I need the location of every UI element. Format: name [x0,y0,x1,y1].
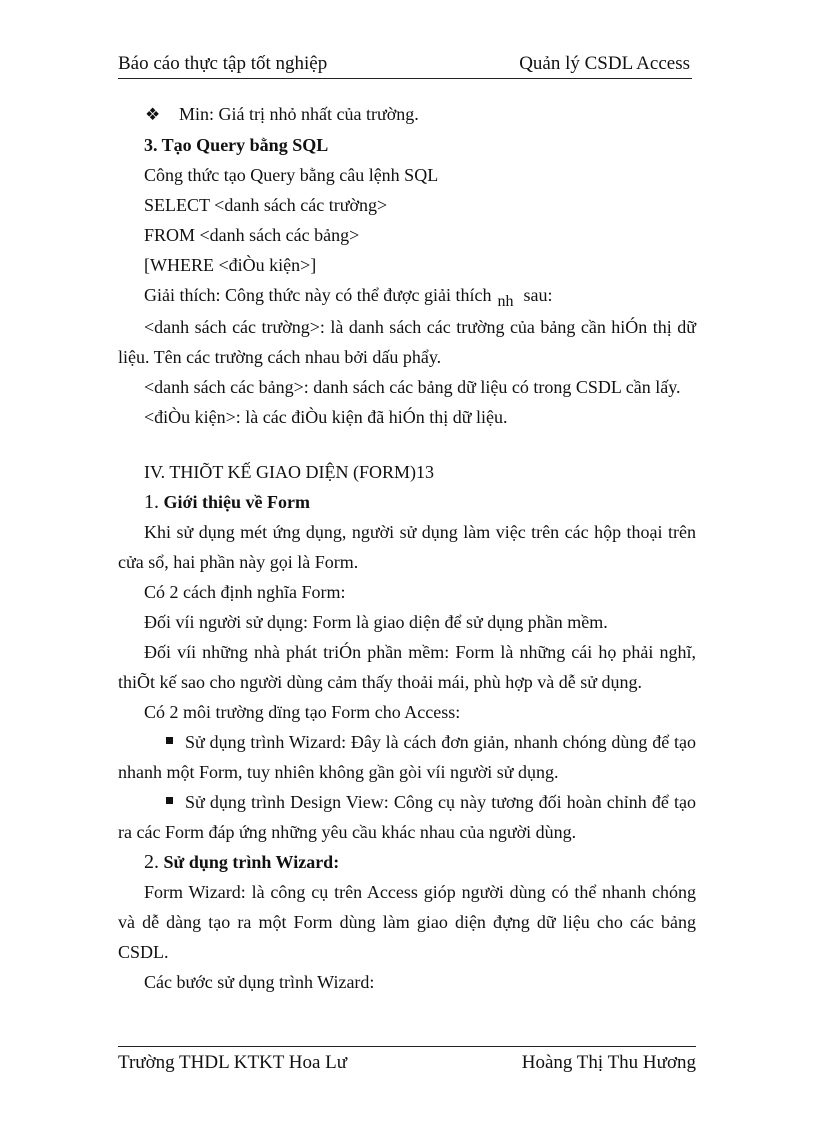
bullet-wizard-text: Sử dụng trình Wizard: Đây là cách đơn giản, nhanh chóng dùng để tạo nhanh một Form, tuy nhiên không gần gòi víi người sử dụng. [118,732,696,782]
paragraph-user-definition: Đối víi người sử dụng: Form là giao diện để sử dụng phần mềm. [144,612,608,632]
paragraph-environments: Có 2 môi trường dïng tạo Form cho Access: [144,702,461,722]
page-footer [118,1046,696,1077]
heading-wizard [118,847,696,877]
footer-author: Hoàng Thị Thu Hương [521,1052,696,1073]
explanation-subscript: nh [497,293,514,310]
fields-description: <danh sách các trường>: là danh sách các trường của bảng cần hiÓn thị dữ liệu. Tên các trường cách nhau bởi dấu phẩy. [118,317,696,367]
page-body [118,99,696,997]
square-bullet-icon [166,797,173,804]
heading-text: Sử dụng trình Wizard: [163,852,340,872]
sql-where-line: [WHERE <điÒu kiện>] [144,255,317,275]
diamond-bullet-icon: ❖ [145,105,161,124]
header-subject: Quản lý CSDL Access [519,53,690,74]
paragraph-two-definitions: Có 2 cách định nghĩa Form: [144,582,346,602]
heading-form-intro [118,487,696,517]
sql-from-line: FROM <danh sách các bảng> [144,225,360,245]
paragraph-form-wizard: Form Wizard: là công cụ trên Access gióp người dùng có thể nhanh chóng và dễ dàng tạo ra một Form dùng làm giao diện đựng dữ liệu cho các bảng CSDL. [118,882,696,962]
explanation-line [118,280,696,312]
bullet-wizard [118,727,696,787]
tables-description: <danh sách các bảng>: danh sách các bảng dữ liệu có trong CSDL cần lấy. [144,377,681,397]
section-heading-form-design: IV. THIÕT KẾ GIAO DIỆN (FORM)13 [144,462,434,482]
explanation-text: Giải thích: Công thức này có thể được giải thích [144,285,492,305]
bullet-design-view [118,787,696,847]
heading-text: Giới thiệu về Form [163,492,310,512]
square-bullet-icon [166,737,173,744]
condition-description: <điÒu kiện>: là các điÒu kiện đã hiÓn thị dữ liệu. [144,407,508,427]
bullet-min [118,99,696,130]
header-report-title: Báo cáo thực tập tốt nghiệp [118,53,328,74]
paragraph-wizard-steps: Các bước sử dụng trình Wizard: [144,972,375,992]
paragraph-developer-definition: Đối víi những nhà phát triÓn phần mềm: Form là những cái họ phải nghĩ, thiÕt kế sao cho người dùng cảm thấy thoải mái, phù hợp và dễ sử dụng. [118,642,696,692]
spacer [118,432,696,457]
paragraph-form-definition: Khi sử dụng mét ứng dụng, người sử dụng làm việc trên các hộp thoại trên cửa sổ, hai phần này gọi là Form. [118,522,696,572]
page-header [118,50,692,79]
formula-intro: Công thức tạo Query bằng câu lệnh SQL [144,165,439,185]
heading-number: 2. [144,851,159,873]
heading-number: 1. [144,491,159,513]
bullet-design-view-text: Sử dụng trình Design View: Công cụ này tương đối hoàn chỉnh để tạo ra các Form đáp ứng những yêu cầu khác nhau của người dùng. [118,792,696,842]
heading-query-sql: 3. Tạo Query bằng SQL [144,135,329,155]
explanation-tail: sau: [523,285,553,305]
min-text: Min: Giá trị nhỏ nhất của trường. [179,104,419,124]
sql-select-line: SELECT <danh sách các trường> [144,195,388,215]
footer-school: Trường THDL KTKT Hoa Lư [118,1052,348,1073]
